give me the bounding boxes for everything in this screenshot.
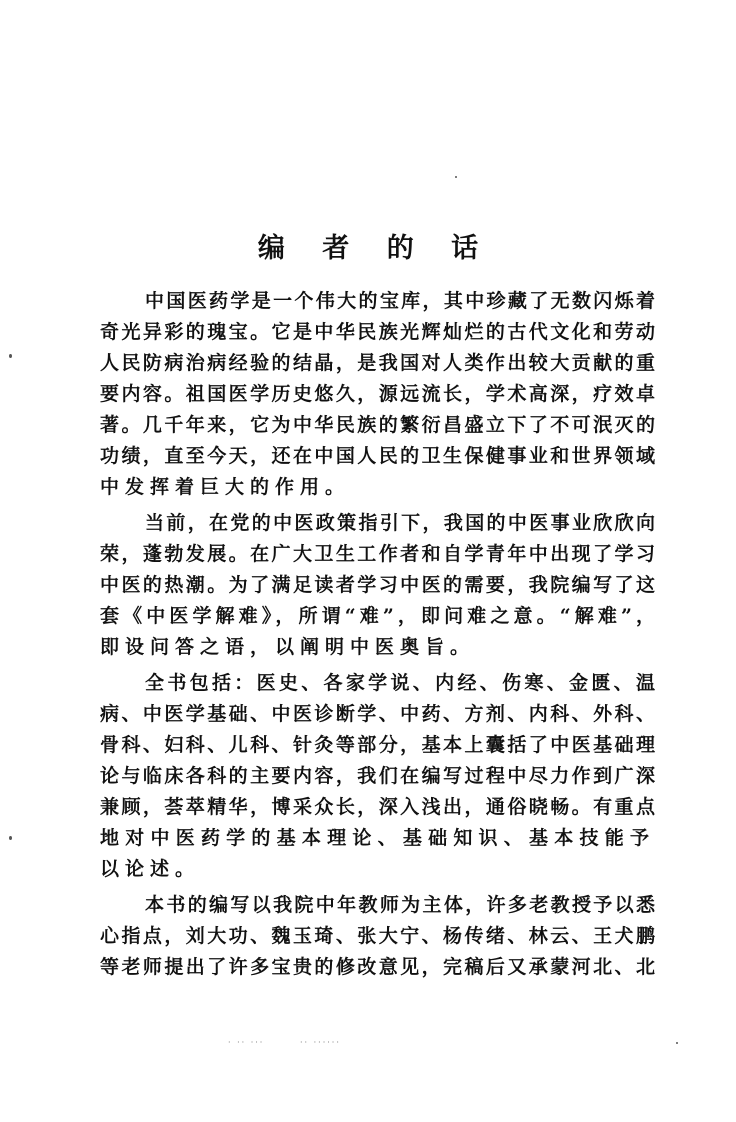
text-line: 骨科、妇科、儿科、针灸等部分，基本上囊括了中医基础理 <box>100 734 655 756</box>
page-title: 编 者 的 话 <box>257 233 493 264</box>
text-line: 功绩，直至今天，还在中国人民的卫生保健事业和世界领域 <box>100 445 655 467</box>
text-line: 套《中医学解难》，所谓“难”，即问难之意。“解难”， <box>100 605 655 627</box>
scan-speck <box>9 836 12 840</box>
text-line: 即设问答之语，以阐明中医奥旨。 <box>100 636 476 658</box>
paragraph <box>100 668 655 885</box>
text-line: 要内容。祖国医学历史悠久，源远流长，学术高深，疗效卓 <box>100 383 655 405</box>
scan-speck <box>9 354 12 358</box>
text-line: 论与临床各科的主要内容，我们在编写过程中尽力作到广深 <box>100 765 655 787</box>
text-line: 中发挥着巨大的作用。 <box>100 476 351 498</box>
scan-noise: ·· ······ <box>300 1038 341 1047</box>
text-line: 著。几千年来，它为中华民族的繁衍昌盛立下了不可泯灭的 <box>100 414 655 436</box>
text-line: 病、中医学基础、中医诊断学、中药、方剂、内科、外科、 <box>100 703 655 725</box>
preface-body <box>100 286 655 988</box>
scan-speck <box>455 176 457 178</box>
text-line: 兼顾，荟萃精华，博采众长，深入浅出，通俗晓畅。有重点 <box>100 796 655 818</box>
text-line: 奇光异彩的瑰宝。它是中华民族光辉灿烂的古代文化和劳动 <box>100 321 655 343</box>
paragraph <box>100 508 655 663</box>
scan-speck <box>676 1042 678 1044</box>
text-line: 本书的编写以我院中年教师为主体，许多老教授予以悉 <box>145 894 655 916</box>
scan-noise: · ·· ··· <box>228 1038 265 1047</box>
text-line: 人民防病治病经验的结晶，是我国对人类作出较大贡献的重 <box>100 352 655 374</box>
text-line: 荣，蓬勃发展。在广大卫生工作者和自学青年中出现了学习 <box>100 543 655 565</box>
text-line: 心指点，刘大功、魏玉琦、张大宁、杨传绪、林云、王犬鹏 <box>100 925 655 947</box>
text-line: 中医的热潮。为了满足读者学习中医的需要，我院编写了这 <box>100 574 655 596</box>
text-line: 当前，在党的中医政策指引下，我国的中医事业欣欣向 <box>145 512 655 534</box>
text-line: 地对中医药学的基本理论、基础知识、基本技能予以论述。 <box>100 827 655 880</box>
paragraph <box>100 286 655 503</box>
paragraph <box>100 890 655 983</box>
text-line: 等老师提出了许多宝贵的修改意见，完稿后又承蒙河北、北 <box>100 956 655 978</box>
text-line: 中国医药学是一个伟大的宝库，其中珍藏了无数闪烁着 <box>145 290 655 312</box>
text-line: 全书包括：医史、各家学说、内经、伤寒、金匮、温 <box>145 672 655 694</box>
